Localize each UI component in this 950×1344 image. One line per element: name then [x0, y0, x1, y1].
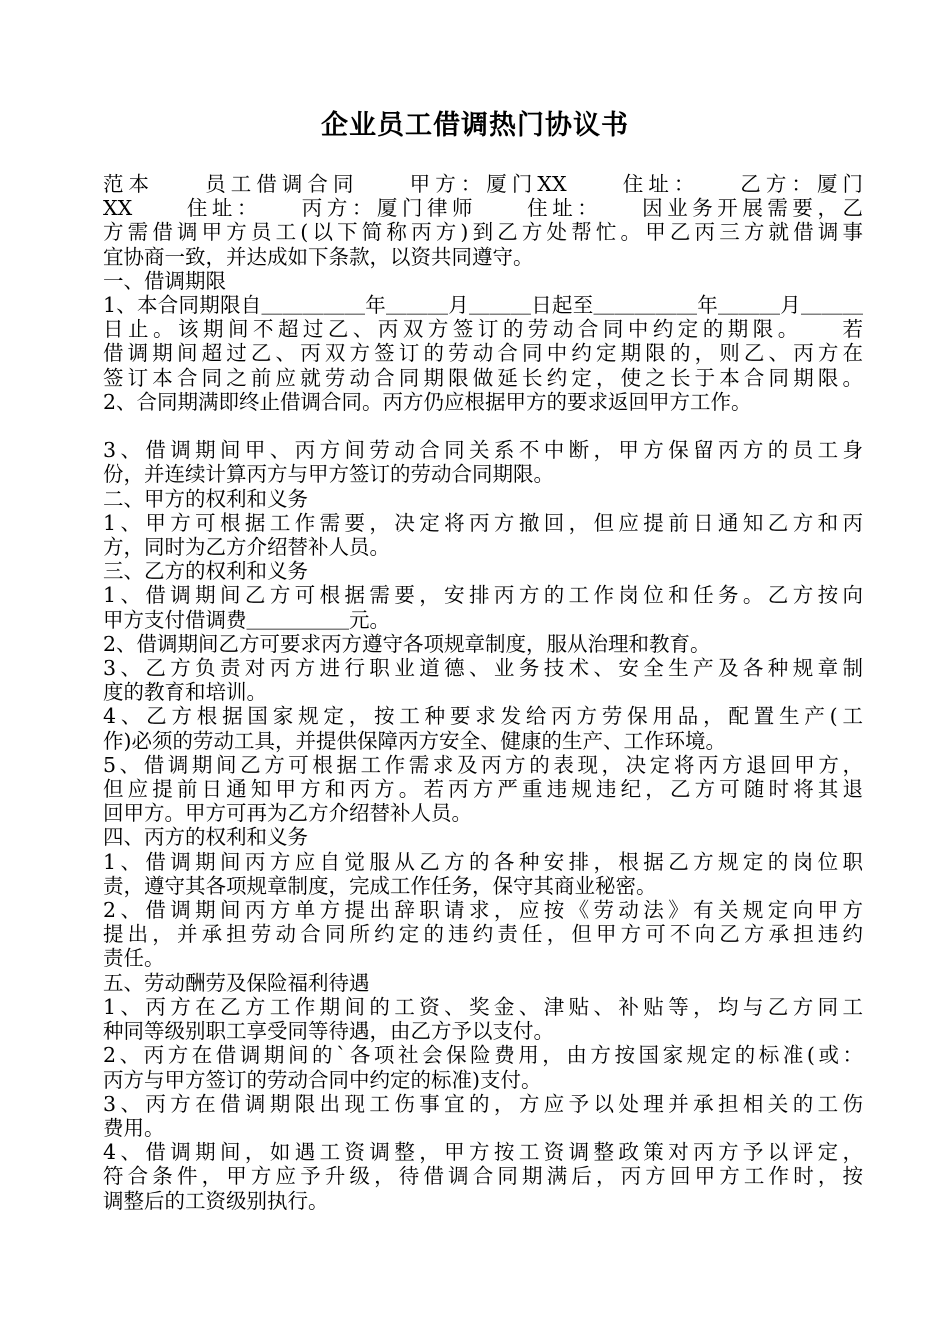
body-line: 三、乙方的权利和义务	[103, 559, 308, 584]
body-line: 丙方与甲方签订的劳动合同中约定的标准)支付。	[103, 1067, 542, 1092]
body-line: 责，遵守其各项规章制度，完成工作任务，保守其商业秘密。	[103, 873, 657, 898]
body-line: 五、劳动酬劳及保险福利待遇	[103, 970, 370, 995]
body-line: 日止。该期间不超过乙、丙双方签订的劳动合同中约定的期限。 若	[103, 317, 863, 342]
body-line: 2、借调期间丙方单方提出辞职请求，应按《劳动法》有关规定向甲方	[103, 898, 863, 923]
body-line: 但应提前日通知甲方和丙方。若丙方严重违规违纪，乙方可随时将其退	[103, 777, 863, 802]
body-line: 度的教育和培训。	[103, 680, 267, 705]
body-line: 2、丙方在借调期间的`各项社会保险费用，由方按国家规定的标准(或：	[103, 1043, 863, 1068]
body-line: 种同等级别职工享受同等待遇，由乙方予以支付。	[103, 1019, 554, 1044]
body-line: 方，同时为乙方介绍替补人员。	[103, 535, 390, 560]
body-line: 3、乙方负责对丙方进行职业道德、业务技术、安全生产及各种规章制	[103, 656, 863, 681]
body-line: 符合条件，甲方应予升级，待借调合同期满后，丙方回甲方工作时，按	[103, 1164, 863, 1189]
body-line: 2、借调期间乙方可要求丙方遵守各项规章制度，服从治理和教育。	[103, 631, 711, 656]
body-line	[103, 414, 863, 438]
body-line: 1、甲方可根据工作需要，决定将丙方撤回，但应提前日通知乙方和丙	[103, 510, 863, 535]
body-line: 3、借调期间甲、丙方间劳动合同关系不中断，甲方保留丙方的员工身	[103, 438, 863, 463]
body-line: 四、丙方的权利和义务	[103, 825, 308, 850]
body-line: 责任。	[103, 946, 165, 971]
document-body	[103, 172, 863, 1213]
body-line: 借调期间超过乙、丙双方签订的劳动合同中约定期限的，则乙、丙方在	[103, 341, 863, 366]
body-line: 一、借调期限	[103, 268, 226, 293]
body-line: 方需借调甲方员工(以下简称丙方)到乙方处帮忙。甲乙丙三方就借调事	[103, 220, 863, 245]
body-line: 作)必须的劳动工具，并提供保障丙方安全、健康的生产、工作环境。	[103, 728, 726, 753]
body-line: 二、甲方的权利和义务	[103, 486, 308, 511]
body-line: 1、丙方在乙方工作期间的工资、奖金、津贴、补贴等，均与乙方同工	[103, 994, 863, 1019]
body-line: 提出，并承担劳动合同所约定的违约责任，但甲方可不向乙方承担违约	[103, 922, 863, 947]
body-line: XX 住址： 丙方：厦门律师 住址： 因业务开展需要，乙	[103, 196, 863, 221]
body-line: 2、合同期满即终止借调合同。丙方仍应根据甲方的要求返回甲方工作。	[103, 389, 752, 414]
body-line: 费用。	[103, 1115, 165, 1140]
body-line: 5、借调期间乙方可根据工作需求及丙方的表现，决定将丙方退回甲方，	[103, 752, 863, 777]
document-title: 企业员工借调热门协议书	[321, 110, 629, 141]
body-line: 3、丙方在借调期限出现工伤事宜的，方应予以处理并承担相关的工伤	[103, 1091, 863, 1116]
body-line: 甲方支付借调费＿＿＿＿＿元。	[103, 607, 390, 632]
body-line: 签订本合同之前应就劳动合同期限做延长约定，使之长于本合同期限。	[103, 365, 863, 390]
body-line: 范本 员工借调合同 甲方：厦门XX 住址： 乙方：厦门	[103, 172, 863, 196]
body-line: 4、乙方根据国家规定，按工种要求发给丙方劳保用品，配置生产(工	[103, 704, 863, 729]
body-line: 宜协商一致，并达成如下条款，以资共同遵守。	[103, 244, 534, 269]
body-line: 调整后的工资级别执行。	[103, 1188, 329, 1213]
body-line: 1、借调期间乙方可根据需要，安排丙方的工作岗位和任务。乙方按向	[103, 583, 863, 608]
body-line: 1、本合同期限自＿＿＿＿＿年＿＿＿月＿＿＿日起至＿＿＿＿＿年＿＿＿月＿＿＿	[103, 293, 863, 318]
body-line: 回甲方。甲方可再为乙方介绍替补人员。	[103, 801, 472, 826]
body-line: 份，并连续计算丙方与甲方签订的劳动合同期限。	[103, 462, 554, 487]
body-line: 1、借调期间丙方应自觉服从乙方的各种安排，根据乙方规定的岗位职	[103, 849, 863, 874]
body-line: 4、借调期间，如遇工资调整，甲方按工资调整政策对丙方予以评定，	[103, 1140, 863, 1165]
